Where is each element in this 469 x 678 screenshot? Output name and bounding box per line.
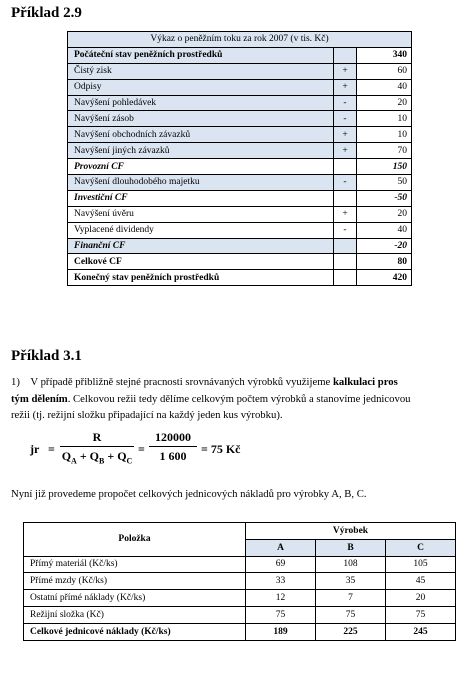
cash-flow-item-label: Navýšení dlouhodobého majetku — [68, 175, 334, 191]
cash-flow-item-sign: + — [334, 127, 357, 143]
unit-cost-value-a: 69 — [246, 556, 316, 573]
cash-flow-item-value: 70 — [357, 143, 412, 159]
cash-flow-item-value: 20 — [357, 95, 412, 111]
unit-cost-row — [24, 590, 456, 607]
unit-cost-row — [24, 556, 456, 573]
unit-cost-value-b: 35 — [316, 573, 386, 590]
cash-flow-item-value: 20 — [357, 206, 412, 222]
cash-flow-item-label: Navýšení jiných závazků — [68, 143, 334, 159]
unit-cost-item-label: Režijní složka (Kč) — [24, 606, 246, 623]
paragraph — [11, 374, 469, 424]
col-header-item: Položka — [24, 523, 246, 557]
unit-cost-value-c: 75 — [386, 606, 456, 623]
cash-flow-item-label: Vyplacené dividendy — [68, 222, 334, 238]
cash-flow-row — [68, 47, 412, 63]
formula-result: = 75 Kč — [201, 442, 241, 456]
bold-term-2: tým dělením — [11, 392, 68, 405]
example-heading-2-9: Příklad 2.9 — [11, 5, 82, 21]
unit-cost-value-a: 12 — [246, 590, 316, 607]
paragraph-line-1: 1) V případě přibližně stejné pracnosti srovnávaných výrobků využijeme kalkulaci pros — [11, 376, 398, 388]
unit-cost-table — [23, 522, 456, 641]
unit-cost-item-label: Ostatní přímé náklady (Kč/ks) — [24, 590, 246, 607]
unit-cost-row — [24, 573, 456, 590]
cash-flow-item-value: 50 — [357, 175, 412, 191]
cash-flow-row — [68, 143, 412, 159]
cash-flow-row — [68, 238, 412, 254]
unit-cost-row — [24, 606, 456, 623]
cash-flow-item-sign: + — [334, 206, 357, 222]
cash-flow-item-label: Odpisy — [68, 79, 334, 95]
cash-flow-row — [68, 159, 412, 175]
cash-flow-table-title-row — [68, 32, 412, 48]
unit-cost-value-a: 75 — [246, 606, 316, 623]
cash-flow-item-sign — [334, 270, 357, 286]
cash-flow-row — [68, 270, 412, 286]
col-header-c: C — [386, 539, 456, 556]
cash-flow-item-sign: + — [334, 63, 357, 79]
unit-cost-value-b: 225 — [316, 623, 386, 640]
cash-flow-item-sign: - — [334, 222, 357, 238]
unit-cost-item-label: Celkové jednicové náklady (Kč/ks) — [24, 623, 246, 640]
equals-sign: = — [48, 442, 55, 456]
cash-flow-item-label: Konečný stav peněžních prostředků — [68, 270, 334, 286]
paragraph-line-2: tým dělením. Celkovou režii tedy dělíme celkovým počtem výrobků a stanovíme jednicovou — [11, 392, 411, 405]
equals-sign: = — [138, 442, 145, 456]
cash-flow-row — [68, 175, 412, 191]
unit-cost-value-c: 20 — [386, 590, 456, 607]
unit-cost-value-c: 245 — [386, 623, 456, 640]
unit-cost-item-label: Přímé mzdy (Kč/ks) — [24, 573, 246, 590]
formula-fraction-symbolic — [60, 430, 134, 465]
cash-flow-item-label: Provozní CF — [68, 159, 334, 175]
unit-cost-value-b: 7 — [316, 590, 386, 607]
unit-cost-value-a: 189 — [246, 623, 316, 640]
cash-flow-row — [68, 95, 412, 111]
formula-fraction-numeric — [149, 430, 197, 464]
cash-flow-row — [68, 190, 412, 206]
cash-flow-item-label: Celkové CF — [68, 254, 334, 270]
cash-flow-item-value: 40 — [357, 222, 412, 238]
col-header-product-group: Výrobek — [246, 523, 456, 540]
cash-flow-item-value: -50 — [357, 190, 412, 206]
cash-flow-item-label: Navýšení úvěru — [68, 206, 334, 222]
cash-flow-row — [68, 111, 412, 127]
cash-flow-item-label: Počáteční stav peněžních prostředků — [68, 47, 334, 63]
formula-denominator: $Q_A + Q_B + Q_C$ — [61, 449, 133, 466]
formula-numerator: R — [60, 430, 134, 447]
unit-cost-value-c: 45 — [386, 573, 456, 590]
cash-flow-item-sign: + — [334, 79, 357, 95]
unit-cost-item-label: Přímý materiál (Kč/ks) — [24, 556, 246, 573]
formula-numerator-value: 120000 — [149, 430, 197, 447]
overhead-formula — [30, 430, 330, 480]
cash-flow-item-sign — [334, 47, 357, 63]
cash-flow-row — [68, 63, 412, 79]
cash-flow-item-sign: - — [334, 175, 357, 191]
cash-flow-item-value: 60 — [357, 63, 412, 79]
cash-flow-item-sign: - — [334, 111, 357, 127]
unit-cost-value-a: 33 — [246, 573, 316, 590]
unit-cost-header-row — [24, 523, 456, 540]
cash-flow-row — [68, 254, 412, 270]
bold-term-1: kalkulaci pros — [332, 376, 398, 388]
unit-cost-value-c: 105 — [386, 556, 456, 573]
cash-flow-item-label: Navýšení obchodních závazků — [68, 127, 334, 143]
unit-cost-value-b: 108 — [316, 556, 386, 573]
cash-flow-row — [68, 222, 412, 238]
cash-flow-item-sign: - — [334, 95, 357, 111]
paragraph-line-3: režii (tj. režijní složku připadající na každý jeden kus výrobku). — [11, 409, 283, 421]
cash-flow-item-value: -20 — [357, 238, 412, 254]
cash-flow-item-value: 10 — [357, 111, 412, 127]
cash-flow-item-label: Navýšení pohledávek — [68, 95, 334, 111]
cash-flow-item-sign — [334, 190, 357, 206]
cash-flow-item-sign: + — [334, 143, 357, 159]
col-header-a: A — [246, 539, 316, 556]
cash-flow-item-label: Finanční CF — [68, 238, 334, 254]
cash-flow-item-value: 10 — [357, 127, 412, 143]
cash-flow-item-value: 420 — [357, 270, 412, 286]
cash-flow-item-label: Čistý zisk — [68, 63, 334, 79]
cash-flow-item-value: 80 — [357, 254, 412, 270]
cash-flow-item-value: 340 — [357, 47, 412, 63]
formula-denominator-value: 1 600 — [159, 449, 187, 463]
cash-flow-item-value: 150 — [357, 159, 412, 175]
formula-lhs: jr — [30, 442, 40, 456]
cash-flow-item-sign — [334, 254, 357, 270]
cash-flow-row — [68, 206, 412, 222]
unit-cost-row — [24, 623, 456, 640]
cash-flow-item-label: Navýšení zásob — [68, 111, 334, 127]
cash-flow-table — [67, 31, 412, 286]
cash-flow-item-label: Investiční CF — [68, 190, 334, 206]
cash-flow-table-title: Výkaz o peněžním toku za rok 2007 (v tis. Kč) — [68, 32, 412, 48]
cash-flow-item-sign — [334, 159, 357, 175]
intro-sentence: Nyní již provedeme propočet celkových jednicových nákladů pro výrobky A, B, C. — [11, 488, 367, 500]
example-heading-3-1: Příklad 3.1 — [11, 348, 82, 364]
cash-flow-row — [68, 79, 412, 95]
cash-flow-row — [68, 127, 412, 143]
cash-flow-item-value: 40 — [357, 79, 412, 95]
unit-cost-value-b: 75 — [316, 606, 386, 623]
col-header-b: B — [316, 539, 386, 556]
cash-flow-item-sign — [334, 238, 357, 254]
